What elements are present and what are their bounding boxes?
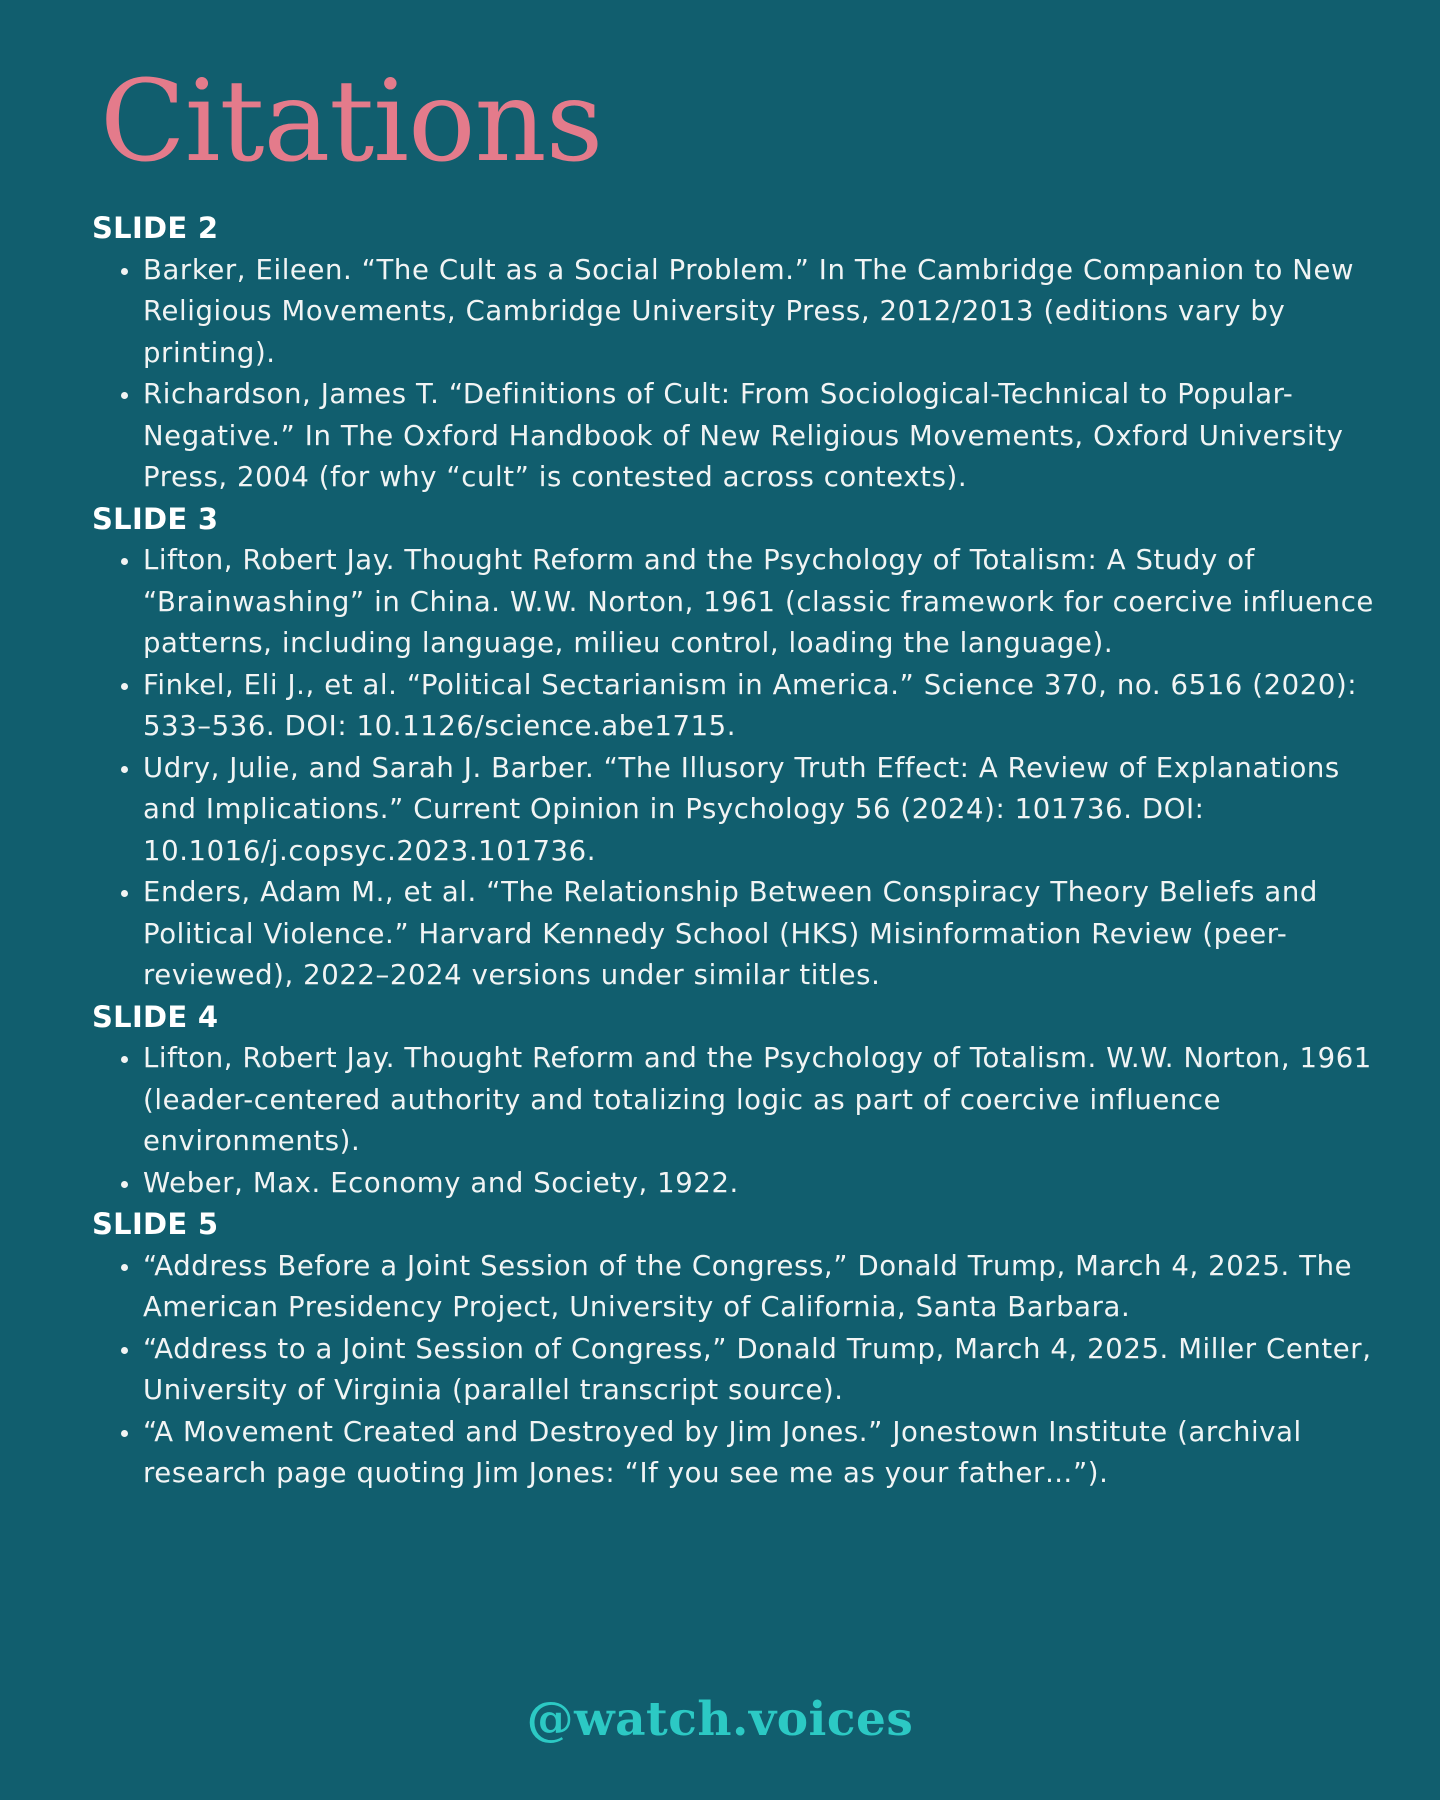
citation-list <box>92 1038 1382 1204</box>
citation-list <box>92 1246 1382 1495</box>
section-heading: SLIDE 2 <box>92 211 219 245</box>
citation-item: Udry, Julie, and Sarah J. Barber. “The Illusory Truth Effect: A Review of Explanations and Implications.” Current Opinion in Psychology 56 (2024): 101736. DOI: 10.1016/j.copsyc.2023.101736. <box>92 748 1382 873</box>
citation-item: Lifton, Robert Jay. Thought Reform and the Psychology of Totalism. W.W. Norton, 1961 (leader-centered authority and totalizing logic as part of coercive influence environments). <box>92 1038 1382 1163</box>
citation-item: Weber, Max. Economy and Society, 1922. <box>92 1163 1382 1205</box>
citation-list <box>92 250 1382 499</box>
page-title: Citations <box>100 57 603 187</box>
citation-item: “Address Before a Joint Session of the Congress,” Donald Trump, March 4, 2025. The American Presidency Project, University of California, Santa Barbara. <box>92 1246 1382 1329</box>
citation-item: “Address to a Joint Session of Congress,” Donald Trump, March 4, 2025. Miller Center, University of Virginia (parallel transcript source). <box>92 1329 1382 1412</box>
section-slide-2 <box>92 208 1382 499</box>
citation-item: Lifton, Robert Jay. Thought Reform and the Psychology of Totalism: A Study of “Brainwashing” in China. W.W. Norton, 1961 (classic framework for coercive influence patterns, including language, milieu control, loading the language). <box>92 540 1382 665</box>
citation-list <box>92 540 1382 997</box>
section-slide-5 <box>92 1204 1382 1495</box>
citations-content <box>92 208 1382 1495</box>
citation-item: Enders, Adam M., et al. “The Relationship Between Conspiracy Theory Beliefs and Political Violence.” Harvard Kennedy School (HKS) Misinformation Review (peer-reviewed), 2022–2024 versions under similar titles. <box>92 872 1382 997</box>
citation-item: Finkel, Eli J., et al. “Political Sectarianism in America.” Science 370, no. 6516 (2020): 533–536. DOI: 10.1126/science.abe1715. <box>92 665 1382 748</box>
citation-item: Richardson, James T. “Definitions of Cult: From Sociological-Technical to Popular-Negative.” In The Oxford Handbook of New Religious Movements, Oxford University Press, 2004 (for why “cult” is contested across contexts). <box>92 374 1382 499</box>
social-handle: @watch.voices <box>526 1692 914 1747</box>
citation-item: “A Movement Created and Destroyed by Jim Jones.” Jonestown Institute (archival research page quoting Jim Jones: “If you see me as your father…”). <box>92 1412 1382 1495</box>
section-heading: SLIDE 4 <box>92 999 219 1034</box>
section-heading: SLIDE 5 <box>92 1207 219 1241</box>
citation-item: Barker, Eileen. “The Cult as a Social Problem.” In The Cambridge Companion to New Religious Movements, Cambridge University Press, 2012/2013 (editions vary by printing). <box>92 250 1382 375</box>
section-slide-3 <box>92 499 1382 997</box>
section-slide-4 <box>92 997 1382 1205</box>
section-heading: SLIDE 3 <box>92 501 219 536</box>
